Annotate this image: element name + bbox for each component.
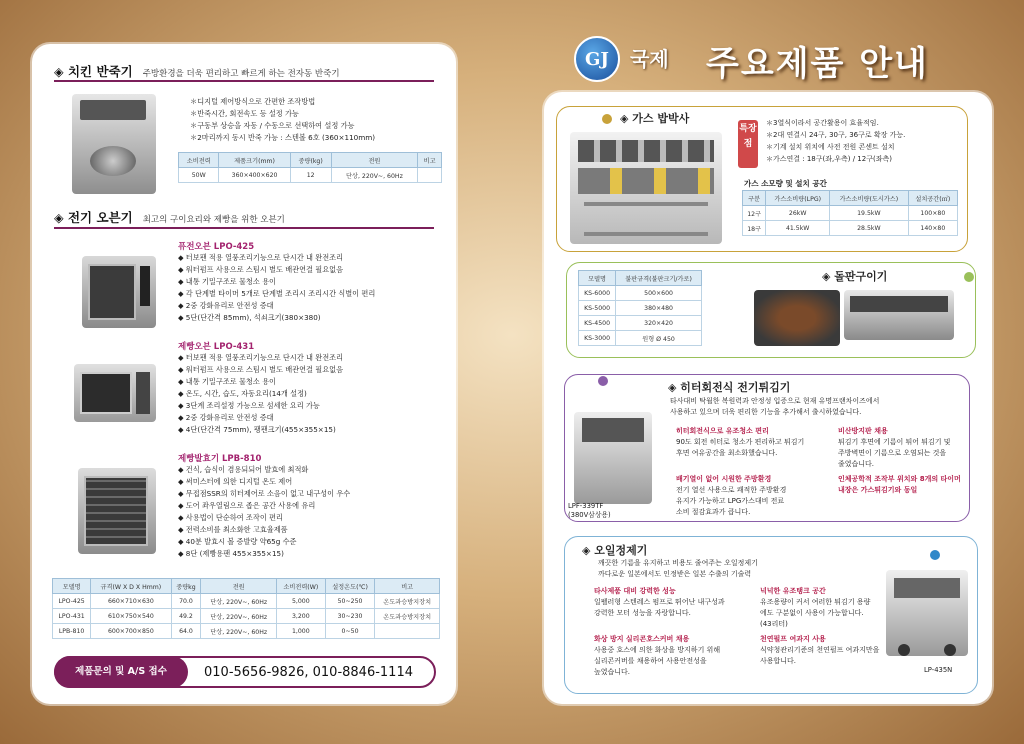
table-cell: 12구 xyxy=(743,206,766,221)
table-cell: LPO-431 xyxy=(53,609,91,624)
table-header: 설치공간(㎡) xyxy=(908,191,957,206)
divider xyxy=(54,80,434,82)
table-cell: 610×750×540 xyxy=(91,609,171,624)
gas-spec-table xyxy=(742,190,958,236)
oven-header xyxy=(54,208,285,226)
table-header: 구분 xyxy=(743,191,766,206)
oil-intro-line: 깨끗한 기름을 유지하고 비용도 줄여주는 오일정제기 xyxy=(598,559,758,567)
table-row xyxy=(579,331,702,346)
oven1-bullets xyxy=(178,252,375,324)
table-cell: 70.0 xyxy=(171,594,201,609)
feature-text: 강력한 모터 성능을 자랑합니다. xyxy=(594,609,691,617)
table-cell: 41.5kW xyxy=(766,221,830,236)
left-panel xyxy=(32,44,456,704)
feature-heading: 화상 방지 실리콘호스커버 채용 xyxy=(594,635,690,643)
brand-logo-icon: GJ xyxy=(574,36,620,82)
table-cell: 50~250 xyxy=(325,594,375,609)
table-cell: KS-3000 xyxy=(579,331,616,346)
oven3-bullets xyxy=(178,464,350,560)
table-cell: 28.5kW xyxy=(830,221,909,236)
table-cell: 온도과승방지장치 xyxy=(375,594,440,609)
table-cell: 140×80 xyxy=(908,221,957,236)
table-header: 소비전력 xyxy=(179,153,219,168)
table-cell: 19.5kW xyxy=(830,206,909,221)
page-title: 주요제품 안내 xyxy=(706,44,929,84)
chicken-bullet: ＊2마리까지 동시 반죽 가능 : 스텐볼 6호 (360×110mm) xyxy=(190,133,376,142)
table-cell: 600×700×850 xyxy=(91,624,171,639)
oven2-bullets xyxy=(178,352,343,436)
fryer-feature xyxy=(676,426,826,459)
feature-text: 에도 구분없이 사용이 가능합니다. xyxy=(760,609,864,617)
feature-text: 사용합니다. xyxy=(760,657,797,665)
product-name: 제빵오븐 LPO-431 xyxy=(178,342,255,352)
table-cell: 50W xyxy=(179,168,219,183)
electric-fryer-image xyxy=(574,412,652,504)
pin-icon xyxy=(602,114,612,124)
fryer-feature xyxy=(676,474,826,518)
oil-model: LP-435N xyxy=(924,666,953,674)
table-cell: 3,200 xyxy=(276,609,325,624)
dough-mixer-image xyxy=(72,94,156,194)
oven1-bullet: ◆ 2중 강화유리로 안전성 증대 xyxy=(178,301,274,310)
oven-subtitle: 최고의 구이요리와 제빵을 위한 오븐기 xyxy=(142,215,285,225)
table-cell: 단상, 220V~, 60Hz xyxy=(201,624,277,639)
fryer-model-line: LPF-339TF xyxy=(568,502,604,510)
table-row xyxy=(53,594,440,609)
oven3-bullet: ◆ 사용법이 단순하여 조작이 편리 xyxy=(178,513,283,522)
oven3-bullet: ◆ 도어 좌우열림으로 좁은 공간 사용에 유리 xyxy=(178,501,316,510)
table-cell: 12 xyxy=(290,168,331,183)
feature-text: 전기 열선 사용으로 쾌적한 주방환경 xyxy=(676,486,787,494)
feature-heading: 비산방지판 채용 xyxy=(838,427,888,435)
table-header: 전원 xyxy=(331,153,418,168)
feature-text: 유조용량이 커서 여러한 튀김기 용량 xyxy=(760,598,871,606)
table-row xyxy=(53,609,440,624)
pin-icon xyxy=(598,376,608,386)
table-cell: 320×420 xyxy=(616,316,702,331)
contact-label: 제품문의 및 A/S 접수 xyxy=(54,656,188,688)
stone-spec-table xyxy=(578,270,702,346)
feature-text: 일펠러형 스텐레스 펌프로 뛰어난 내구성과 xyxy=(594,598,725,606)
stone-title: ◈ 돌판구이기 xyxy=(822,270,888,283)
table-cell: 0~50 xyxy=(325,624,375,639)
oven3-bullet: ◆ 전력소비를 최소화한 고효율제품 xyxy=(178,525,288,534)
oven1-bullet: ◆ 5단(단간격 85mm), 석쇠크기(380×380) xyxy=(178,313,321,322)
table-cell: 64.0 xyxy=(171,624,201,639)
table-cell: 100×80 xyxy=(908,206,957,221)
fryer-feature xyxy=(838,426,964,470)
contact-phones: 010-5656-9826, 010-8846-1114 xyxy=(204,665,413,680)
table-cell: 단상, 220V~, 60Hz xyxy=(331,168,418,183)
table-header: 비고 xyxy=(375,579,440,594)
chicken-bullet: ＊구동부 상승을 자동 / 수동으로 선택하여 설정 가능 xyxy=(190,121,355,130)
table-cell: KS-5000 xyxy=(579,301,616,316)
oven3-bullet: ◆ 무접점SSR의 히터제어로 소음이 없고 내구성이 우수 xyxy=(178,489,351,498)
oven1-bullet: ◆ 워터펌프 사용으로 스팀시 별도 배관연결 필요없음 xyxy=(178,265,344,274)
table-header: 모델명 xyxy=(579,271,616,286)
oven1-bullet: ◆ 내통 기밀구조로 물청소 용이 xyxy=(178,277,276,286)
brand-company: 국제 xyxy=(630,47,669,71)
feature-text: 유지가 가능하고 LPG가스대비 전료 xyxy=(676,497,785,505)
table-cell: 5,000 xyxy=(276,594,325,609)
right-panel xyxy=(544,92,992,704)
fusion-oven-image xyxy=(82,256,156,328)
feature-heading: 히터회전식으로 유조청소 편리 xyxy=(676,427,769,435)
oven3-bullet: ◆ 40분 발효시 볼 증발량 약65g 수준 xyxy=(178,537,297,546)
table-header: 모델명 xyxy=(53,579,91,594)
oil-feature xyxy=(594,586,754,619)
table-row xyxy=(743,206,958,221)
feature-heading: 넉넉한 유조탱크 공간 xyxy=(760,587,826,595)
table-row xyxy=(579,286,702,301)
fryer-intro-line: 타사대비 탁월한 복원력과 안정성 입증으로 현재 유명프랜차이즈에서 xyxy=(670,397,880,405)
oven2-bullet: ◆ 3단계 조리설정 가능으로 섬세한 요리 가능 xyxy=(178,401,320,410)
oven2-bullet: ◆ 온도, 시간, 습도, 자동요리(14개 설정) xyxy=(178,389,307,398)
table-cell: KS-4500 xyxy=(579,316,616,331)
table-header: 소비전력(W) xyxy=(276,579,325,594)
chicken-subtitle: 주방환경을 더욱 편리하고 빠르게 하는 전자동 반죽기 xyxy=(142,69,340,79)
table-header: 비고 xyxy=(418,153,442,168)
oil-intro xyxy=(598,558,758,580)
contact-bar xyxy=(54,656,436,688)
table-cell: 원형 Ø 450 xyxy=(616,331,702,346)
divider xyxy=(54,227,434,229)
fryer-intro xyxy=(670,396,879,418)
oven1-bullet: ◆ 각 단계별 타이머 5개로 단계별 조리시 조리시간 식별이 편리 xyxy=(178,289,376,298)
table-cell xyxy=(418,168,442,183)
oven2-bullet: ◆ 터보팬 적용 열풍조리기능으로 단시간 내 완전조리 xyxy=(178,353,344,362)
oil-refiner-image xyxy=(886,570,968,656)
pin-icon xyxy=(930,550,940,560)
chicken-header xyxy=(54,62,340,80)
oven-spec-table xyxy=(52,578,440,639)
feature-badge: 특장점 xyxy=(738,120,758,168)
table-header: 불판규격(불판크기/가로) xyxy=(616,271,702,286)
feature-text: 소비 절감효과가 큽니다. xyxy=(676,508,751,516)
baking-oven-image xyxy=(74,364,156,422)
table-row xyxy=(53,624,440,639)
oven3-bullet: ◆ 8단 (제빵용팬 455×355×15) xyxy=(178,549,284,558)
fryer-feature xyxy=(838,474,964,496)
oil-title: ◈ 오일정제기 xyxy=(582,544,648,557)
table-cell: 49.2 xyxy=(171,609,201,624)
table-cell xyxy=(375,624,440,639)
gas-title: ◈ 가스 밥박사 xyxy=(620,112,690,125)
gas-bullet: ＊2대 연결시 24구, 30구, 36구로 확장 가능. xyxy=(766,131,906,139)
gas-bullet: ＊3열식이라서 공간활용이 효율적임. xyxy=(766,119,879,127)
table-cell: LPO-425 xyxy=(53,594,91,609)
stone-grill-food-image xyxy=(754,290,840,346)
oven-title: ◈ 전기 오븐기 xyxy=(54,210,133,225)
table-cell: 단상, 220V~, 60Hz xyxy=(201,594,277,609)
chicken-spec-table xyxy=(178,152,442,183)
oven1-bullet: ◆ 터보팬 적용 열풍조리기능으로 단시간 내 완전조리 xyxy=(178,253,344,262)
feature-text: 높였습니다. xyxy=(594,668,631,676)
table-cell: KS-6000 xyxy=(579,286,616,301)
product-name: 퓨전오븐 LPO-425 xyxy=(178,242,255,252)
gas-bullets xyxy=(766,118,905,166)
oven2-bullet: ◆ 내통 기밀구조로 물청소 용이 xyxy=(178,377,276,386)
table-row xyxy=(579,301,702,316)
pin-icon xyxy=(964,272,974,282)
feature-text: 튀김기 후면에 기름이 튀어 튀김기 및 xyxy=(838,438,951,446)
feature-text: 90도 회전 히터로 청소가 편리하고 튀김기 xyxy=(676,438,805,446)
table-cell: LPB-810 xyxy=(53,624,91,639)
table-cell: 26kW xyxy=(766,206,830,221)
feature-text: 주방벽면이 기름으로 오염되는 것을 xyxy=(838,449,947,457)
feature-text: 줄였습니다. xyxy=(838,460,875,468)
table-row xyxy=(743,221,958,236)
table-header: 가스소비량(도시가스) xyxy=(830,191,909,206)
feature-text: 후면 여유공간을 최소화했습니다. xyxy=(676,449,778,457)
fryer-model-line: (380V삼상용) xyxy=(568,511,611,519)
oven2-bullet: ◆ 워터펌프 사용으로 스팀시 별도 배관연결 필요없음 xyxy=(178,365,344,374)
feature-heading: 타사제품 대비 강력한 성능 xyxy=(594,587,676,595)
oil-feature xyxy=(760,634,892,667)
table-header: 규격(W X D X Hmm) xyxy=(91,579,171,594)
gas-bullet: ＊기계 설치 위치에 사전 전원 콘센트 설치 xyxy=(766,143,895,151)
oven2-bullet: ◆ 2중 강화유리로 안전성 증대 xyxy=(178,413,274,422)
proofer-image xyxy=(78,468,156,554)
oil-intro-line: 까다로운 일본에서도 인정받은 일본 수출의 기술력 xyxy=(598,570,752,578)
oil-feature xyxy=(594,634,754,678)
oven3-bullet: ◆ 써미스터에 의한 디지털 온도 제어 xyxy=(178,477,293,486)
table-cell: 500×600 xyxy=(616,286,702,301)
fryer-title: ◈ 히터회전식 전기튀김기 xyxy=(668,381,791,394)
oven3-bullet: ◆ 건식, 습식이 겸용되되어 발효에 최적화 xyxy=(178,465,309,474)
feature-heading: 인체공학적 조작부 위치와 8개의 타이머 내장은 가스튀김기와 동일 xyxy=(838,475,961,494)
table-header: 설정온도(℃) xyxy=(325,579,375,594)
feature-heading: 천연펄프 여과지 사용 xyxy=(760,635,826,643)
table-cell: 360×400×620 xyxy=(219,168,290,183)
feature-text: (43리터) xyxy=(760,620,788,628)
gas-rice-cooker-image xyxy=(570,132,722,244)
chicken-bullet: ＊디지털 제어방식으로 간편한 조작방법 xyxy=(190,97,316,106)
table-header: 제품크기(mm) xyxy=(219,153,290,168)
table-header: 전원 xyxy=(201,579,277,594)
chicken-bullets xyxy=(190,96,375,144)
feature-text: 식약청관리기준의 천연펄프 여과지만을 xyxy=(760,646,880,654)
chicken-title: ◈ 치킨 반죽기 xyxy=(54,64,133,79)
oil-feature xyxy=(760,586,892,630)
table-cell: 1,000 xyxy=(276,624,325,639)
chicken-bullet: ＊반죽시간, 회전속도 등 설정 가능 xyxy=(190,109,299,118)
table-header: 중량(kg) xyxy=(290,153,331,168)
table-cell: 660×710×630 xyxy=(91,594,171,609)
gas-bullet: ＊가스연결 : 18구(좌,우측) / 12구(좌측) xyxy=(766,155,892,163)
stone-grill-image xyxy=(844,290,954,340)
feature-heading: 배기열이 없어 시원한 주방환경 xyxy=(676,475,772,483)
table-row xyxy=(579,316,702,331)
table-cell: 380×480 xyxy=(616,301,702,316)
table-cell: 단상, 220V~, 60Hz xyxy=(201,609,277,624)
table-cell: 30~230 xyxy=(325,609,375,624)
fryer-model xyxy=(568,502,611,520)
table-header: 중량kg xyxy=(171,579,201,594)
feature-text: 실리콘커버를 채용하여 사용안전성을 xyxy=(594,657,707,665)
oven2-bullet: ◆ 4단(단간격 75mm), 팽팬크기(455×355×15) xyxy=(178,425,336,434)
gas-table-title: 가스 소모량 및 설치 공간 xyxy=(744,179,827,188)
table-cell: 18구 xyxy=(743,221,766,236)
feature-text: 사용중 호스에 의한 화상을 방지하기 위해 xyxy=(594,646,721,654)
table-header: 가스소비량(LPG) xyxy=(766,191,830,206)
table-cell: 온도과승방지장치 xyxy=(375,609,440,624)
product-name: 제빵발효기 LPB-810 xyxy=(178,454,262,464)
fryer-intro-line: 사용하고 있으며 더욱 편리한 기능을 추가해서 출시하였습니다. xyxy=(670,408,862,416)
